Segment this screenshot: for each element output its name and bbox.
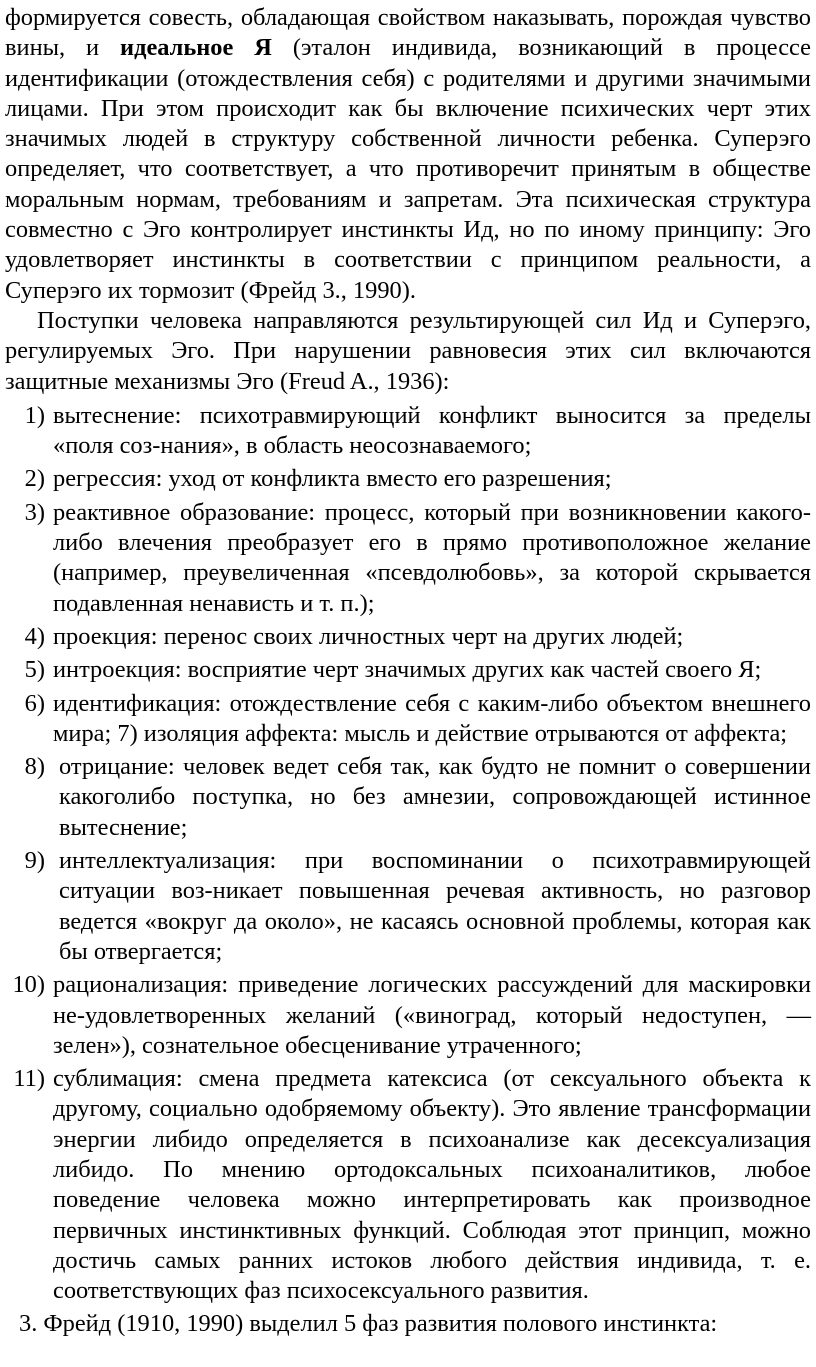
list-item-number: 1) xyxy=(24,401,45,429)
paragraph-superego xyxy=(5,3,811,306)
list-item xyxy=(5,464,811,494)
list-item-number: 4) xyxy=(24,622,45,650)
list-item-text: проекция: перенос своих личностных черт на других людей; xyxy=(53,622,684,650)
list-item-text: вытеснение: психотравмирующий конфликт выносится за пределы «поля соз-нания», в область неосознаваемого; xyxy=(53,401,811,460)
list-item-text: интеллектуализация: при воспоминании о психотравмирующей ситуации воз-никает повышенная речевая активность, но разговор ведется «вокруг да около», не касаясь основной проблемы, которая как бы отвергается; xyxy=(59,847,811,965)
list-item-number: 5) xyxy=(24,656,45,684)
list-item-text: рационализация: приведение логических рассуждений для маскировки не-удовлетворенных желаний («виноград, который недоступен, — зелен»), сознательное обесценивание утраченного; xyxy=(53,971,811,1059)
list-item xyxy=(5,1064,811,1306)
list-item-number: 6) xyxy=(24,689,45,717)
paragraph-superego-part1: формируется совесть, обладающая свойством наказывать, порождая чувство вины, и xyxy=(5,4,811,62)
list-item-text: регрессия: уход от конфликта вместо его разрешения; xyxy=(53,465,612,493)
list-item xyxy=(5,401,811,462)
list-item xyxy=(5,970,811,1061)
list-item-number: 10) xyxy=(12,971,45,999)
list-item-number: 8) xyxy=(24,753,45,781)
list-item-text: сублимация: смена предмета катексиса (от сексуального объекта к другому, социально одобряемому объекту). Это явление трансформации энергии либидо определяется в психоанализе как десексуализация либидо. По мнению ортодоксальных психоаналитиков, любое поведение человека можно интерпретировать как производное первичных инстинктивных функций. Соблюдая этот принцип, можно достичь самых ранних истоков любого действия индивида, т. е. соответствующих фаз психосексуального развития. xyxy=(53,1065,811,1305)
list-item xyxy=(5,752,811,843)
paragraph-defense-intro: Поступки человека направляются результирующей сил Ид и Суперэго, регулируемых Эго. При нарушении равновесия этих сил включаются защитные механизмы Эго (Freud A., 1936): xyxy=(5,306,811,395)
list-item xyxy=(5,689,811,750)
list-item xyxy=(5,622,811,652)
list-item-text: отрицание: человек ведет себя так, как будто не помнит о совершении какоголибо поступка, но без амнезии, сопровождающей истинное вытеснение; xyxy=(59,753,811,841)
defense-mechanisms-list xyxy=(5,401,811,1307)
list-item xyxy=(5,846,811,967)
list-item-number: 2) xyxy=(24,465,45,493)
paragraph-freud-phases: 3. Фрейд (1910, 1990) выделил 5 фаз развития полового инстинкта: xyxy=(19,1310,718,1338)
list-item xyxy=(5,655,811,685)
list-item-number: 3) xyxy=(24,498,45,526)
list-item-text: интроекция: восприятие черт значимых других как частей своего Я; xyxy=(53,656,762,684)
list-item-text: реактивное образование: процесс, который при возникновении какого-либо влечения преобразует его в прямо противоположное желание (например, преувеличенная «псевдолюбовь», за которой скрывается подавленная ненависть и т. п.); xyxy=(53,498,811,617)
list-item-text: идентификация: отождествление себя с каким-либо объектом внешнего мира; 7) изоляция аффекта: мысль и действие отрываются от аффекта; xyxy=(53,689,811,747)
list-item-number: 9) xyxy=(24,847,45,875)
ideal-self-term: идеальное Я xyxy=(120,34,272,62)
list-item-number: 11) xyxy=(13,1065,45,1093)
list-item xyxy=(5,498,811,619)
paragraph-superego-part2: (эталон индивида, возникающий в процессе идентификации (отождествления себя) с родителями и другими значимыми лицами. При этом происходит как бы включение психических черт этих значимых людей в структуру собственной личности ребенка. Суперэго определяет, что соответствует, а что противоречит принятым в обществе моральным нормам, требованиям и запретам. Эта психическая структура совместно с Эго контролирует инстинкты Ид, но по иному принципу: Эго удовлетворяет инстинкты в соответствии с принципом реальности, а Суперэго их тормозит (Фрейд 3., 1990). xyxy=(5,34,811,304)
